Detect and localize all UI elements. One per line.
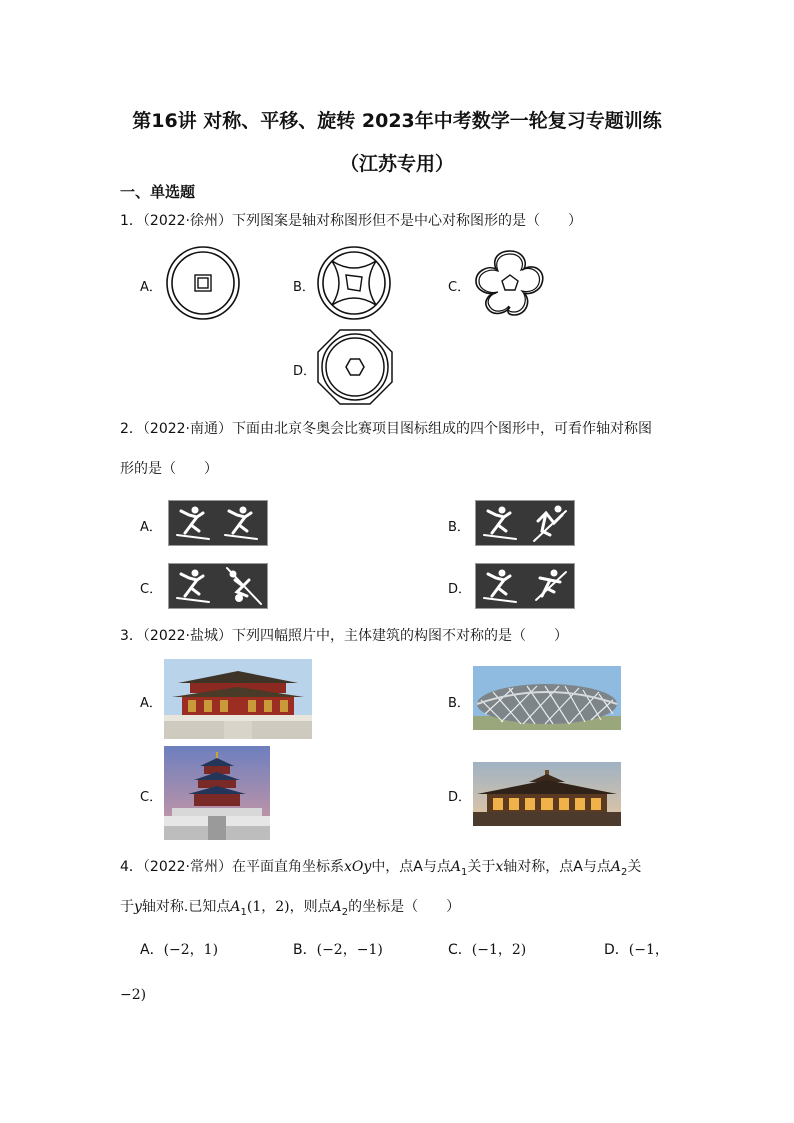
q2-option-b-label: B．: [448, 520, 470, 535]
q2-option-b-icon-pair: [475, 500, 575, 546]
question-4-text-line2: [120, 897, 460, 923]
question-number: 2．: [120, 421, 143, 437]
q4-option-c: [448, 940, 526, 960]
q1-option-d-octagon-figure: [316, 328, 394, 406]
page-title: 第16讲 对称、平移、旋转 2023年中考数学一轮复习专题训练: [132, 110, 662, 132]
q4-option-b-value: (−2，−1): [316, 942, 383, 958]
question-2-text-line1: [120, 419, 652, 439]
question-stem: 下列四幅照片中，主体建筑的构图不对称的是（ ）: [232, 628, 569, 644]
q4-option-d: [604, 940, 669, 960]
q4-math-xoy: xOy: [344, 859, 372, 875]
q1-option-a-label: A．: [140, 280, 162, 295]
question-stem: 下面由北京冬奥会比赛项目图标组成的四个图形中，可看作轴对称图: [232, 421, 653, 437]
question-4-text-line1: [120, 857, 641, 883]
ski-and-tuck-icons: [169, 564, 267, 608]
q4-math-sub: 1: [461, 866, 468, 878]
q4-math-a2: A: [610, 859, 621, 875]
q2-option-c-label: C．: [140, 582, 163, 597]
q3-option-d-label: D．: [448, 790, 472, 805]
question-stem: 下列图案是轴对称图形但不是中心对称图形的是（ ）: [232, 213, 583, 229]
q3-option-a-label: A．: [140, 696, 162, 711]
question-source: （2022·南通）: [142, 421, 233, 437]
question-source: （2022·常州）: [142, 859, 233, 875]
q1-option-b-label: B．: [293, 280, 315, 295]
q4-stem-part: 轴对称.已知点: [141, 899, 231, 915]
q3-option-b-label: B．: [448, 696, 470, 711]
q4-stem-part: 的坐标是（ ）: [348, 899, 461, 915]
q4-stem-part: 关于: [467, 859, 496, 875]
q4-option-a: [140, 940, 218, 960]
question-number: 3．: [120, 628, 143, 644]
q4-option-c-value: (−1，2): [471, 942, 527, 958]
question-source: （2022·徐州）: [142, 213, 233, 229]
page-subtitle: （江苏专用）: [339, 153, 454, 175]
q4-option-d-value-cont: −2): [120, 987, 147, 1003]
q3-option-a-palace-photo: [164, 659, 312, 739]
q4-stem-part: 于: [120, 899, 134, 915]
q4-math-a2: A: [331, 899, 342, 915]
q4-math-a1: A: [230, 899, 241, 915]
q4-stem-part: 轴对称，点A与点: [503, 859, 611, 875]
q1-option-d-label: D．: [293, 364, 317, 379]
question-2-text-line2: 形的是（ ）: [120, 461, 218, 477]
q4-option-a-value: (−2，1): [163, 942, 219, 958]
q1-option-a-coin-figure: [165, 245, 241, 321]
q1-option-b-coin-figure: [316, 245, 392, 321]
ski-and-freestyle-icons: [476, 501, 574, 545]
q4-stem-part: ，则点: [289, 899, 332, 915]
q4-option-b-label: B．: [293, 942, 317, 958]
q3-option-c-label: C．: [140, 790, 163, 805]
q3-option-b-stadium-photo: [473, 666, 621, 730]
question-3-text: [120, 626, 568, 646]
q2-option-c-icon-pair: [168, 563, 268, 609]
q3-option-d-hall-photo: [473, 762, 621, 826]
q4-stem-part: 中，点A与点: [371, 859, 451, 875]
ski-icon-pair: [169, 501, 267, 545]
q4-option-c-label: C．: [448, 942, 472, 958]
question-1-text: [120, 211, 582, 231]
q4-stem-part: 在平面直角坐标系: [232, 859, 345, 875]
q4-math-sub: 2: [621, 866, 628, 878]
q4-math-coordinate: (1，2): [246, 899, 290, 915]
q4-option-a-label: A．: [140, 942, 164, 958]
q2-option-d-label: D．: [448, 582, 472, 597]
q4-stem-part: 关: [627, 859, 642, 875]
q4-option-b: [293, 940, 383, 960]
question-source: （2022·盐城）: [142, 628, 233, 644]
q4-math-y: y: [134, 899, 142, 915]
q4-math-a1: A: [450, 859, 462, 875]
q2-option-d-icon-pair: [475, 563, 575, 609]
q4-option-d-value: (−1，: [628, 942, 669, 958]
q2-option-a-icon-pair: [168, 500, 268, 546]
q4-math-x: x: [495, 859, 504, 875]
q4-math-sub: 1: [240, 906, 247, 918]
q1-option-c-flower-figure: [470, 245, 550, 321]
question-number: 1．: [120, 213, 143, 229]
q4-option-d-label: D．: [604, 942, 629, 958]
q3-option-c-temple-photo: [164, 746, 270, 840]
q4-option-d-continuation: [120, 985, 146, 1005]
q1-option-c-label: C．: [448, 280, 471, 295]
ski-and-slalom-icons: [476, 564, 574, 608]
q2-option-a-label: A．: [140, 520, 162, 535]
section-heading: 一、单选题: [120, 183, 196, 201]
q4-math-sub: 2: [341, 906, 349, 918]
question-number: 4．: [120, 859, 143, 875]
